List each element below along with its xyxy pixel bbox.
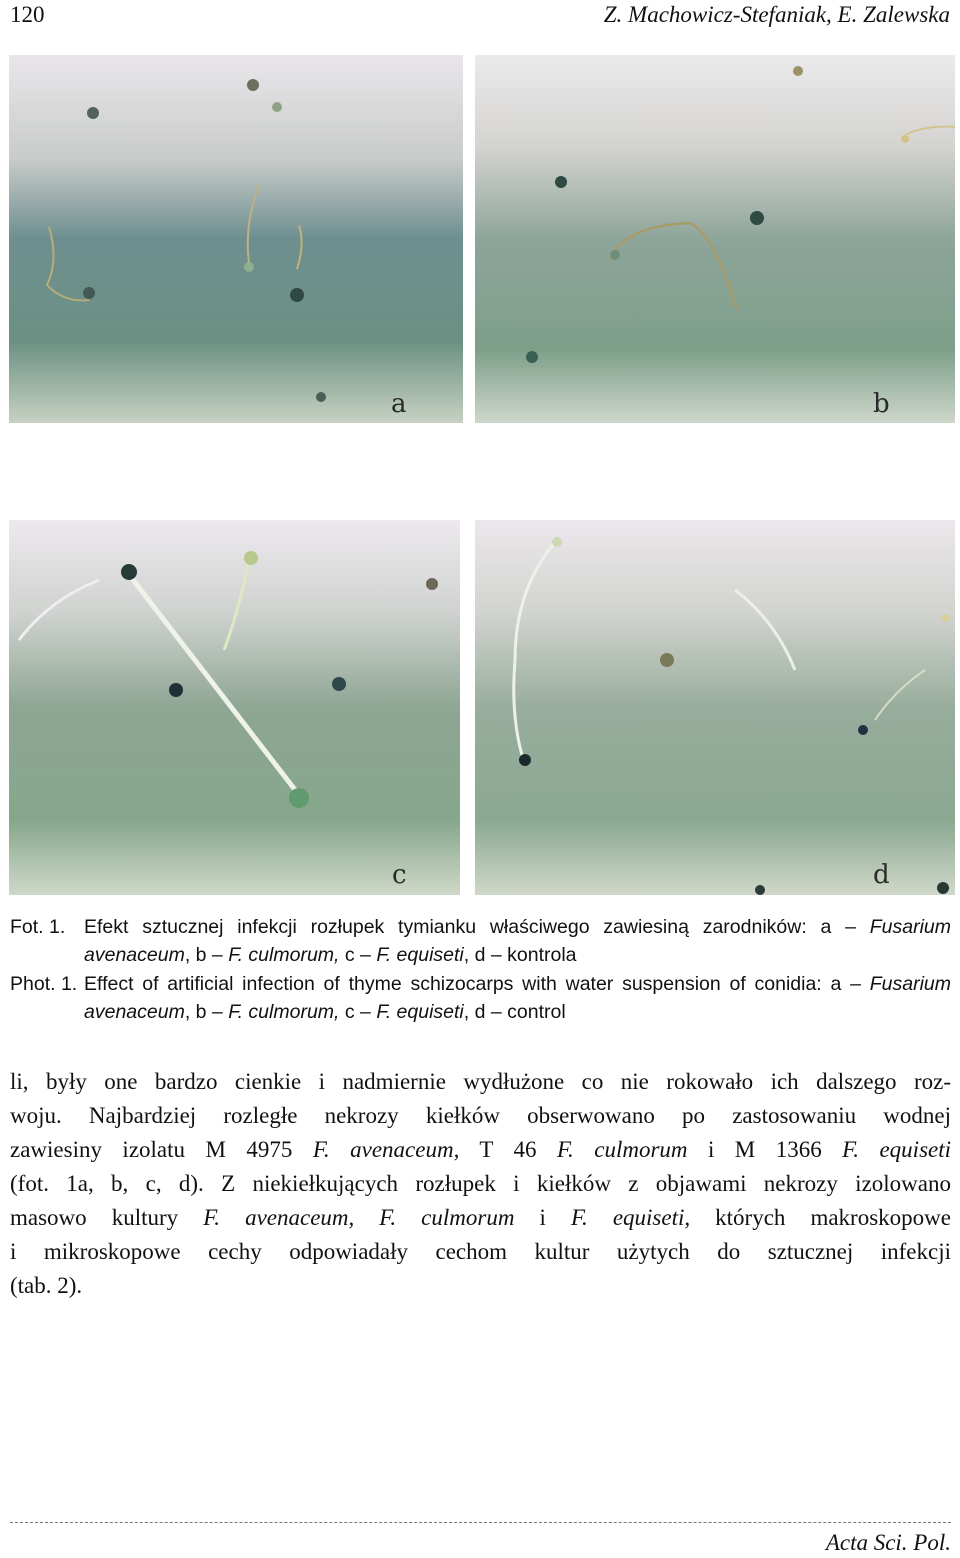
body-line: zawiesiny izolatu M 4975 F. avenaceum, T 46 F. culmorum i M 1366 F. equiseti: [10, 1137, 952, 1162]
photo-panel-c: [9, 520, 460, 895]
figure-caption-english: [10, 970, 951, 1028]
journal-footer: Acta Sci. Pol.: [825, 1530, 951, 1555]
body-line: li, były one bardzo cienkie i nadmiernie wydłużone co nie rokowało ich dalszego roz-: [10, 1069, 951, 1094]
body-line: (tab. 2).: [10, 1273, 83, 1298]
running-head-authors: Z. Machowicz-Stefaniak, E. Zalewska: [603, 2, 950, 27]
footer-rule: [10, 1522, 951, 1523]
caption-label-pl: Fot. 1.: [10, 916, 66, 938]
photo-panel-d: [475, 520, 955, 895]
page-number: 120: [10, 2, 45, 27]
panel-label-c: c: [392, 860, 407, 890]
figure-caption-polish: [10, 913, 951, 971]
photo-panel-b: [475, 55, 955, 423]
body-line: masowo kultury F. avenaceum, F. culmorum i F. equiseti, których makroskopowe: [10, 1205, 951, 1230]
caption-label-en: Phot. 1.: [10, 973, 78, 995]
photo-figure: [9, 55, 955, 895]
photo-panel-a: [9, 55, 463, 423]
body-line: i mikroskopowe cechy odpowiadały cechom kultur użytych do sztucznej infekcji: [10, 1239, 951, 1264]
panel-label-a: a: [391, 389, 407, 419]
body-line: (fot. 1a, b, c, d). Z niekiełkujących rozłupek i kiełków z objawami nekrozy izolowano: [10, 1171, 951, 1196]
page-header: [10, 2, 950, 32]
caption-text-en: Effect of artificial infection of thyme schizocarps with water suspension of conidia: a – Fusarium avenaceum, b – F. culmorum, c – F. equiseti, d – control: [84, 973, 951, 1023]
body-line: woju. Najbardziej rozległe nekrozy kiełków obserwowano po zastosowaniu wodnej: [10, 1103, 951, 1128]
panel-label-d: d: [873, 860, 890, 890]
body-paragraph: [10, 1065, 951, 1303]
panel-label-b: b: [873, 389, 890, 419]
caption-text-pl: Efekt sztucznej infekcji rozłupek tymianku właściwego zawiesiną zarodników: a – Fusarium avenaceum, b – F. culmorum, c – F. equiseti, d – kontrola: [84, 916, 951, 966]
